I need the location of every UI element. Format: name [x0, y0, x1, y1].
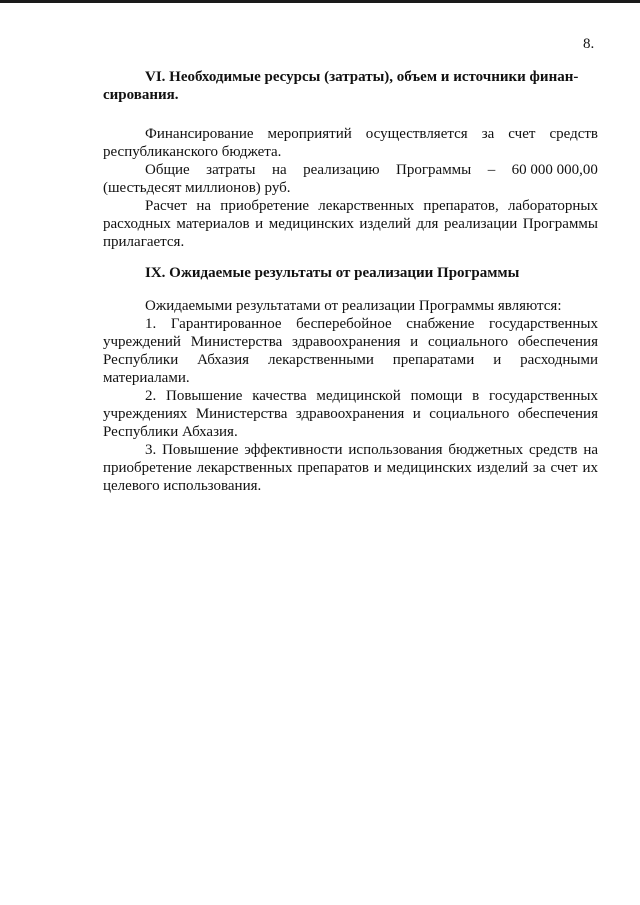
section-6-heading — [103, 68, 598, 86]
p2-word: на — [271, 162, 287, 178]
section-6-heading-line1: VI. Необходимые ресурсы (затраты), объем и источники финан- — [145, 69, 579, 85]
section-6-heading-cont — [103, 86, 598, 104]
result-item-1: 1. Гарантированное бесперебойное снабжение государственных учреждений Министерства здравоохранения и социального обеспечения Республики Абхазия лекарственными препаратами и расходными материалами. — [103, 316, 598, 386]
p2-word: – — [487, 162, 496, 178]
section-6-paragraph-1: Финансирование мероприятий осуществляется за счет средств республиканского бюджета. — [103, 126, 598, 160]
p2-word: Общие — [145, 162, 190, 178]
p2-word: реализацию — [303, 162, 380, 178]
section-6-paragraph-2-cont: (шестьдесят миллионов) руб. — [103, 180, 291, 196]
page-number: 8. — [583, 36, 595, 52]
result-item-3: 3. Повышение эффективности использования бюджетных средств на приобретение лекарственных препаратов и медицинских изделий за счет их целевого использования. — [103, 442, 598, 494]
document-body — [103, 68, 598, 495]
scan-top-edge — [0, 0, 640, 3]
section-6-heading-line2: сирования. — [103, 87, 179, 103]
section-9-intro: Ожидаемыми результатами от реализации Программы являются: — [145, 298, 562, 314]
section-9-heading: IX. Ожидаемые результаты от реализации Программы — [145, 265, 520, 281]
p2-word: Программы — [396, 162, 472, 178]
p2-amount: 60 000 000,00 — [511, 162, 598, 178]
result-item-2: 2. Повышение качества медицинской помощи в государственных учреждениях Министерства здравоохранения и социального обеспечения Республики Абхазия. — [103, 388, 598, 440]
section-6-paragraph-3: Расчет на приобретение лекарственных препаратов, лабораторных расходных материалов и медицинских изделий для реализации Программы прилагается. — [103, 198, 598, 250]
section-6-paragraph-2-line1 — [103, 161, 598, 179]
p2-word: затраты — [206, 162, 256, 178]
